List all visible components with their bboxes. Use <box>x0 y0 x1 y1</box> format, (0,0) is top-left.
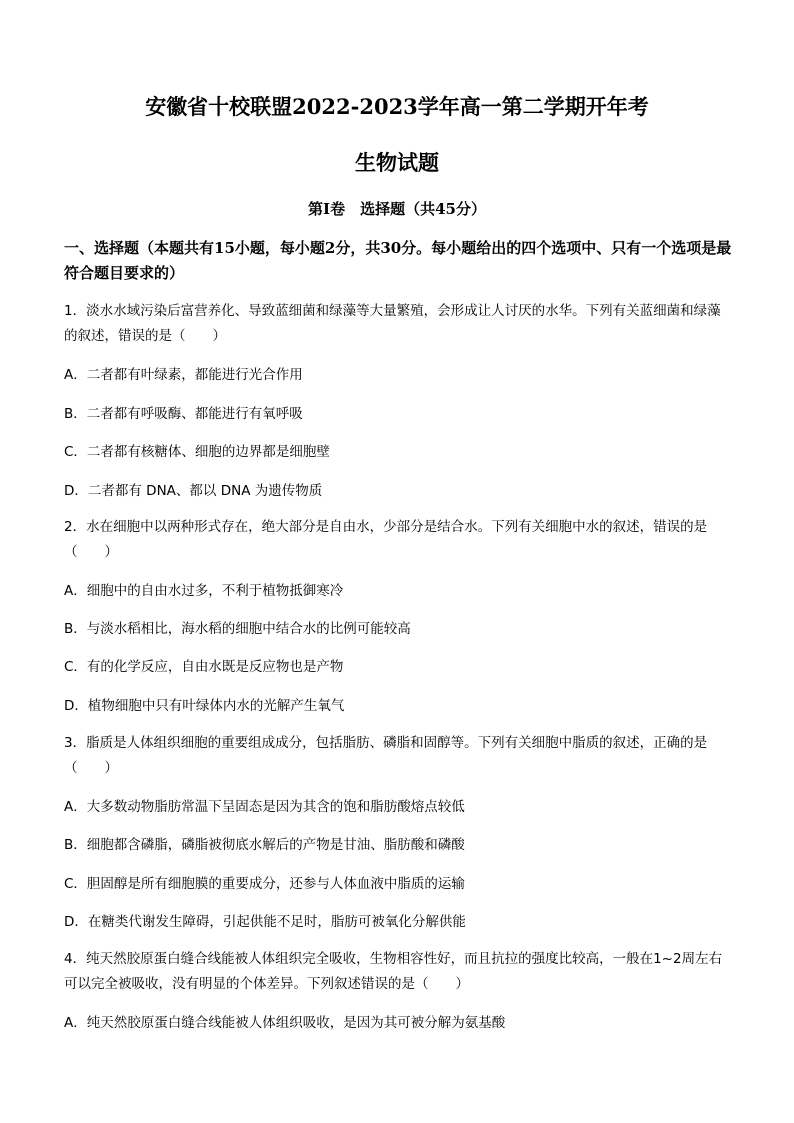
question-stem: 1．淡水水域污染后富营养化、导致蓝细菌和绿藻等大量繁殖，会形成让人讨厌的水华。下列有关蓝细菌和绿藻的叙述，错误的是（ ） <box>64 303 721 344</box>
exam-title: 安徽省十校联盟2022-2023学年高一第二学期开年考 <box>145 94 649 119</box>
option-item: A．大多数动物脂肪常温下呈固态是因为其含的饱和脂肪酸熔点较低 <box>64 799 465 815</box>
section-heading: 一、选择题（本题共有15小题，每小题2分，共30分。每小题给出的四个选项中、只有一个选项是最符合题目要求的） <box>64 239 732 282</box>
question-stem: 4．纯天然胶原蛋白缝合线能被人体组织完全吸收，生物相容性好，而且抗拉的强度比较高，一般在1~2周左右可以完全被吸收，没有明显的个体差异。下列叙述错误的是（ ） <box>64 951 723 992</box>
option-item: C．有的化学反应，自由水既是反应物也是产物 <box>64 659 344 675</box>
option-item: A．二者都有叶绿素，都能进行光合作用 <box>64 367 303 383</box>
option-item: D．二者都有 DNA、都以 DNA 为遗传物质 <box>64 483 323 499</box>
option-item: D．在糖类代谢发生障碍，引起供能不足时，脂肪可被氧化分解供能 <box>64 914 466 930</box>
option-item: D．植物细胞中只有叶绿体内水的光解产生氧气 <box>64 698 345 714</box>
question-stem: 2．水在细胞中以两种形式存在，绝大部分是自由水，少部分是结合水。下列有关细胞中水的叙述，错误的是（ ） <box>64 519 708 560</box>
option-item: A．细胞中的自由水过多，不利于植物抵御寒冷 <box>64 583 344 599</box>
option-item: B．与淡水稻相比，海水稻的细胞中结合水的比例可能较高 <box>64 621 411 637</box>
option-item: A．纯天然胶原蛋白缝合线能被人体组织吸收，是因为其可被分解为氨基酸 <box>64 1015 506 1031</box>
option-item: B．细胞都含磷脂，磷脂被彻底水解后的产物是甘油、脂肪酸和磷酸 <box>64 837 465 853</box>
option-item: C．胆固醇是所有细胞膜的重要成分，还参与人体血液中脂质的运输 <box>64 876 465 892</box>
option-item: C．二者都有核糖体、细胞的边界都是细胞壁 <box>64 444 330 460</box>
subject-title: 生物试题 <box>355 150 439 175</box>
question-stem: 3．脂质是人体组织细胞的重要组成成分，包括脂肪、磷脂和固醇等。下列有关细胞中脂质的叙述，正确的是（ ） <box>64 735 708 776</box>
part-heading: 第Ⅰ卷 选择题（共45分） <box>308 200 486 218</box>
option-item: B．二者都有呼吸酶、都能进行有氧呼吸 <box>64 406 303 422</box>
